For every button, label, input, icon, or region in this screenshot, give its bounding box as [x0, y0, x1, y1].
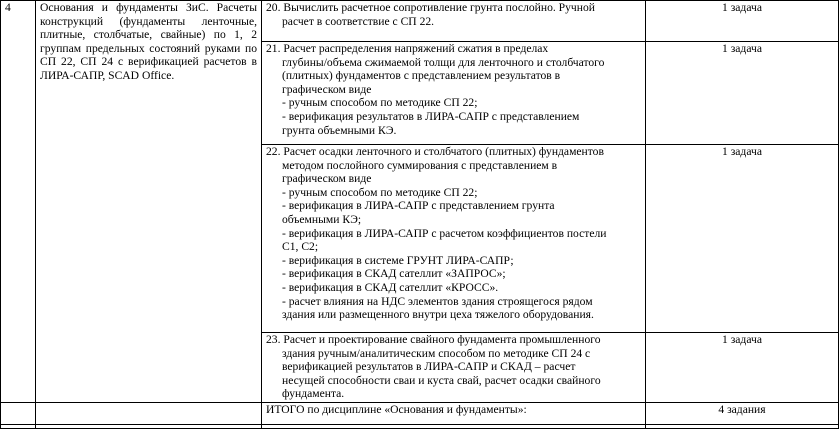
section-title: Основания и фундаменты ЗиС. Расчеты конструкций (фундаменты ленточные, плитные, столбчатые, свайные) по 1, 2 группам предельных состояний руками по СП 22, СП 24 с верификацией расчетов в ЛИРА-САПР, SCAD Office.: [36, 1, 262, 403]
task-count: 1 задача: [646, 333, 839, 403]
cut-cell: [646, 425, 839, 429]
task-count: 1 задача: [646, 1, 839, 42]
table-row: [1, 1, 839, 42]
task-description: 22. Расчет осадки ленточного и столбчатого (плитных) фундаментов методом послойного суммирования с представлением в графическом виде - ручным способом по методике СП 22; - верификация в ЛИРА-САПР с представлением грунта объемными КЭ; - верификация в ЛИРА-САПР с расчетом коэффициентов постели С1, С2; - верификация в системе ГРУНТ ЛИРА-САПР; - верификация в СКАД сателлит «ЗАПРОС»; - верификация в СКАД сателлит «КРОСС». - расчет влияния на НДС элементов здания строящегося рядом здания или размещенного внутри цеха тяжелого оборудования.: [262, 145, 646, 333]
total-row: [1, 403, 839, 425]
total-count: 4 задания: [646, 403, 839, 425]
task-count: 1 задача: [646, 42, 839, 145]
task-count: 1 задача: [646, 145, 839, 333]
cut-cell: [36, 425, 262, 429]
total-empty-cell: [36, 403, 262, 425]
section-number: 4: [1, 1, 36, 403]
total-label: ИТОГО по дисциплине «Основания и фундаменты»:: [262, 403, 646, 425]
next-row-cut-off: [1, 425, 839, 429]
task-description: 23. Расчет и проектирование свайного фундамента промышленного здания ручным/аналитическим способом по методике СП 24 с верификацией результатов в ЛИРА-САПР и СКАД – расчет несущей способности сваи и куста свай, расчет осадки свайного фундамента.: [262, 333, 646, 403]
cut-cell: [1, 425, 36, 429]
total-empty-cell: [1, 403, 36, 425]
cut-cell: [262, 425, 646, 429]
task-description: 20. Вычислить расчетное сопротивление грунта послойно. Ручной расчет в соответствие с СП 22.: [262, 1, 646, 42]
task-description: 21. Расчет распределения напряжений сжатия в пределах глубины/объема сжимаемой толщи для ленточного и столбчатого (плитных) фундаментов с представлением результатов в графическом виде - ручным способом по методике СП 22; - верификация результатов в ЛИРА-САПР с представлением грунта объемными КЭ.: [262, 42, 646, 145]
